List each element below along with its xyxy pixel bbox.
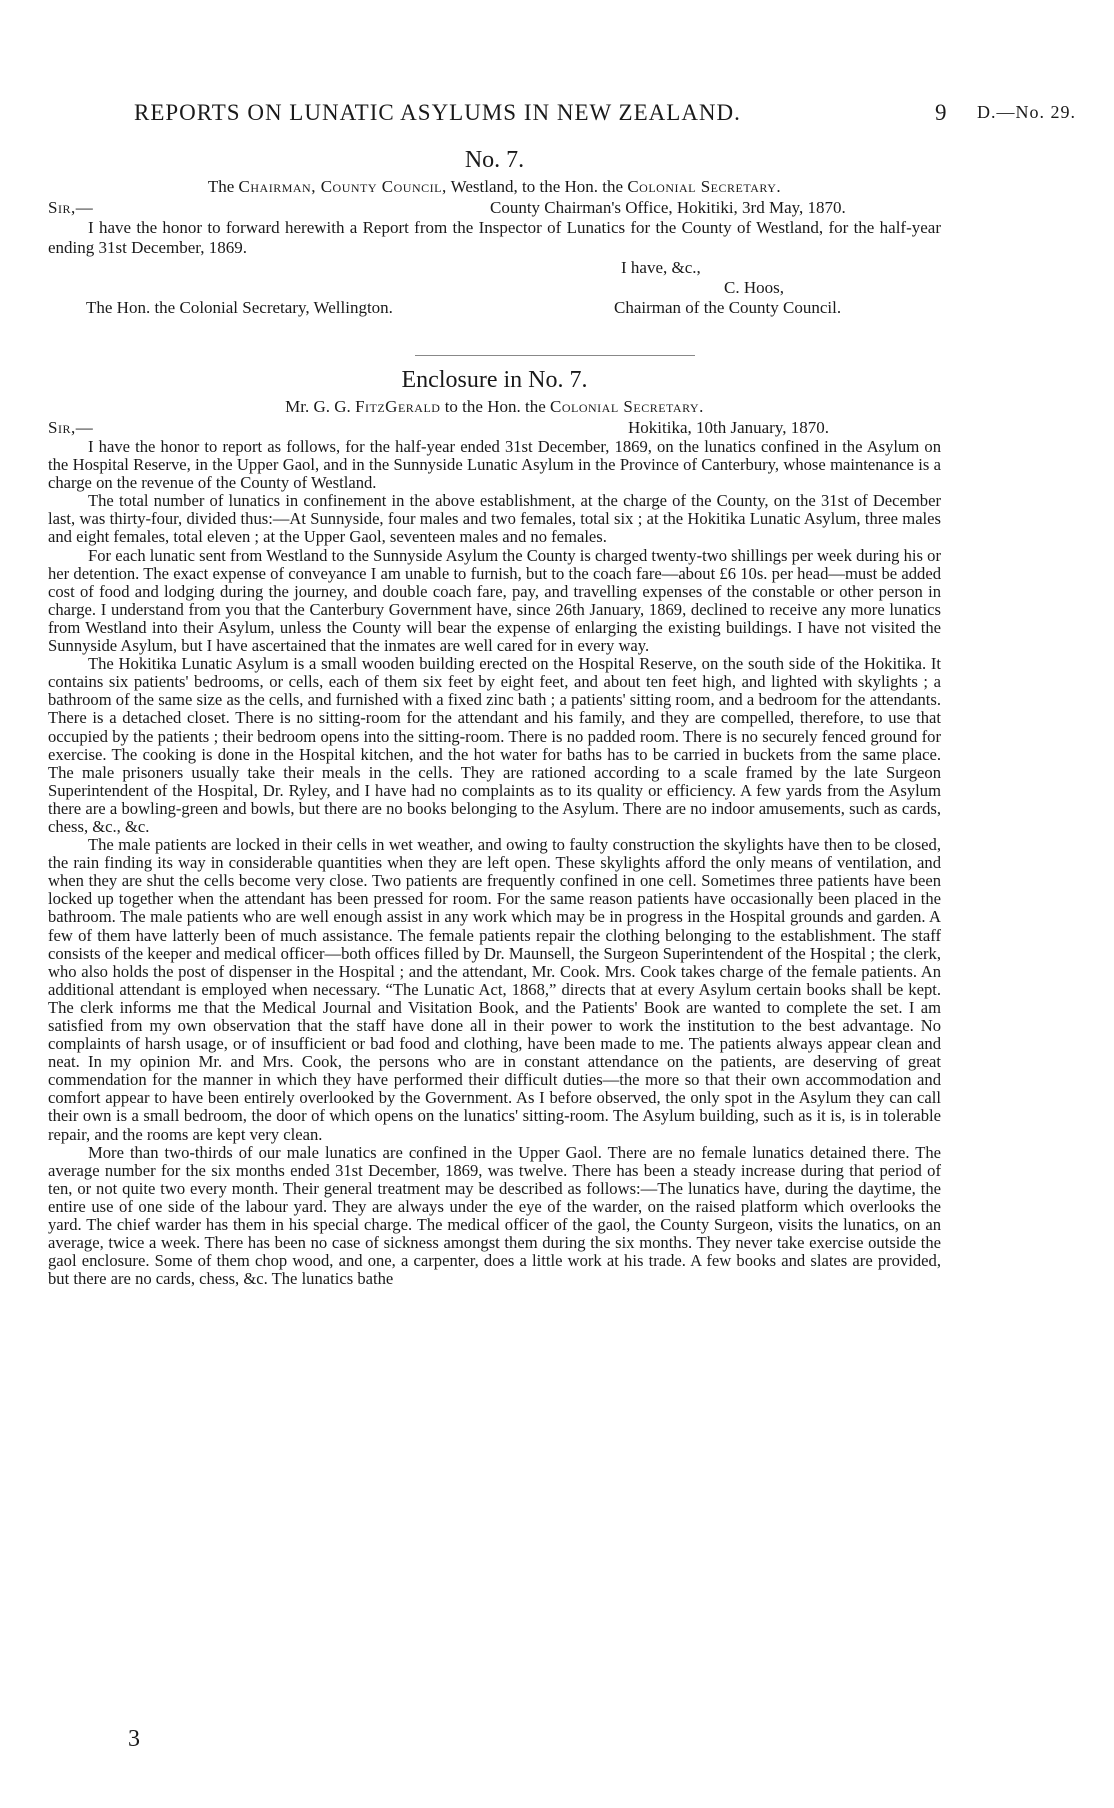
enclosure-salutation-row bbox=[48, 418, 941, 438]
address-date: County Chairman's Office, Hokitiki, 3rd May, 1870. bbox=[490, 198, 846, 217]
enclosure-salutation: Sir,— bbox=[48, 418, 94, 437]
addressee: The Hon. the Colonial Secretary, Wellington. bbox=[86, 298, 393, 317]
addressee-row bbox=[48, 298, 941, 318]
letter-number: No. 7. bbox=[464, 147, 525, 173]
enclosure-place-date: Hokitika, 10th January, 1870. bbox=[628, 418, 829, 437]
report-paragraph: The Hokitika Lunatic Asylum is a small wooden building erected on the Hospital Reserve, on the south side of the Hokitika. It contains six patients' bedrooms, or cells, each of them six feet by eight feet, and about ten feet high, and lighted with skylights ; a bathroom of the same size as the cells, and furnished with a fixed zinc bath ; a patients' sitting room, and a bedroom for the attendants. There is a detached closet. There is no sitting-room for the attendant and his family, and they are compelled, therefore, to use that occupied by the patients ; their bedroom opens into the sitting-room. There is no padded room. There is no securely fenced ground for exercise. The cooking is done in the Hospital kitchen, and the hot water for baths has to be carried in buckets from the same place. The male prisoners usually take their meals in the cells. They are rationed according to a scale framed by the late Surgeon Superintendent of the Hospital, Dr. Ryley, and I have had no complaints as to its quality or efficiency. A few yards from the Asylum there are a bowling-green and bowls, but there are no books belonging to the Asylum. There are no indoor amusements, such as cards, chess, &c., &c. bbox=[48, 654, 941, 836]
closing: I have, &c., bbox=[621, 258, 701, 277]
report-paragraph: For each lunatic sent from Westland to the Sunnyside Asylum the County is charged twenty-two shillings per week during his or her detention. The exact expense of conveyance I am unable to furnish, but to the coach fare—about £6 10s. per head—must be added cost of food and lodging during the journey, and double coach fare, pay, and travelling expenses of the constable or other person in charge. I understand from you that the Canterbury Government have, since 26th January, 1869, declined to receive any more lunatics from Westland into their Asylum, unless the County will bear the expense of enlarging the existing buildings. I have not visited the Sunnyside Asylum, but I have ascertained that the inmates are well cared for in every way. bbox=[48, 545, 941, 656]
signature: C. Hoos, bbox=[724, 278, 784, 297]
running-title: REPORTS ON LUNATIC ASYLUMS IN NEW ZEALAND. bbox=[134, 100, 741, 125]
signature-row bbox=[48, 278, 941, 298]
page-number: 9 bbox=[935, 100, 947, 125]
letter-section bbox=[48, 147, 941, 318]
report-paragraph: The male patients are locked in their cells in wet weather, and owing to faulty construction the skylights have then to be closed, the rain finding its way in considerable quantities when they are left open. These skylights afford the only means of ventilation, and when they are shut the cells become very close. Two patients are frequently confined in one cell. Sometimes three patients have been locked up together when the attendant has been pressed for room. For the same reason patients have occasionally been placed in the bathroom. The male patients who are well enough assist in any work which may be in progress in the Hospital grounds and garden. A few of them have latterly been of much assistance. The female patients repair the clothing belonging to the establishment. The staff consists of the keeper and medical officer—both offices filled by Dr. Maunsell, the Surgeon Superintendent of the Hospital ; the clerk, who also holds the post of dispenser in the Hospital ; and the attendant, Mr. Cook. Mrs. Cook takes charge of the female patients. An additional attendant is employed when necessary. “The Lunatic Act, 1868,” directs that at every Asylum certain books shall be kept. The clerk informs me that the Medical Journal and Visitation Book, and the Patients' Book are wanted to complete the set. I am satisfied from my own observation that the staff have done all in their power to work the institution to the best advantage. No complaints of harsh usage, or of insufficient or bad food and clothing, have been made to me. The patients always appear clean and neat. In my opinion Mr. and Mrs. Cook, the persons who are in constant attendance on the patients, are deserving of great commendation for the manner in which they have performed their difficult duties—the more so that their own accommodation and comfort appear to have been entirely overlooked by the Government. As I before observed, the only spot in the Asylum they can call their own is a small bedroom, the door of which opens on the lunatics' sitting-room. The Asylum building, such as it is, is in tolerable repair, and the rooms are kept very clean. bbox=[48, 835, 941, 1144]
letter-body: I have the honor to forward herewith a Report from the Inspector of Lunatics for the County of Westland, for the half-year ending 31st December, 1869. bbox=[48, 218, 941, 257]
salutation-row bbox=[48, 198, 941, 218]
report-paragraph: More than two-thirds of our male lunatics are confined in the Upper Gaol. There are no female lunatics detained there. The average number for the six months ended 31st December, 1869, was twelve. There has been a steady increase during that period of ten, or not quite two every month. Their general treatment may be described as follows:—The lunatics have, during the daytime, the entire use of one side of the labour yard. They are always under the eye of the warder, on the raised platform which overlooks the yard. The chief warder has them in his special charge. The medical officer of the gaol, the County Surgeon, visits the lunatics, on an average, twice a week. There has been no case of sickness amongst them during the six months. They never take exercise outside the gaol enclosure. Some of them chop wood, and one, a carpenter, does a little work at his trade. A few books and slates are provided, but there are no cards, chess, &c. The lunatics bathe bbox=[48, 1142, 941, 1289]
enclosure-section bbox=[48, 367, 941, 1288]
enclosure-title: Enclosure in No. 7. bbox=[401, 367, 588, 393]
running-head bbox=[0, 100, 1114, 130]
report-paragraph: I have the honor to report as follows, for the half-year ended 31st December, 1869, on the lunatics confined in the Asylum on the Hospital Reserve, in the Upper Gaol, and in the Sunnyside Lunatic Asylum in the Province of Canterbury, whose maintenance is a charge on the revenue of the County of Westland. bbox=[48, 437, 941, 493]
closing-row bbox=[48, 258, 941, 278]
report-paragraph: The total number of lunatics in confinement in the above establishment, at the charge of the County, on the 31st of December last, was thirty-four, divided thus:—At Sunnyside, four males and two females, total six ; at the Hokitika Lunatic Asylum, three males and eight females, total eleven ; at the Upper Gaol, seventeen males and no females. bbox=[48, 491, 941, 547]
section-divider bbox=[415, 355, 695, 356]
salutation: Sir,— bbox=[48, 198, 94, 217]
letter-heading: The Chairman, County Council, Westland, to the Hon. the Colonial Secretary. bbox=[207, 177, 782, 196]
enclosure-heading: Mr. G. G. FitzGerald to the Hon. the Colonial Secretary. bbox=[285, 397, 704, 416]
document-reference: D.—No. 29. bbox=[977, 102, 1076, 122]
signer-title: Chairman of the County Council. bbox=[614, 298, 842, 317]
signature-mark: 3 bbox=[128, 1726, 140, 1752]
